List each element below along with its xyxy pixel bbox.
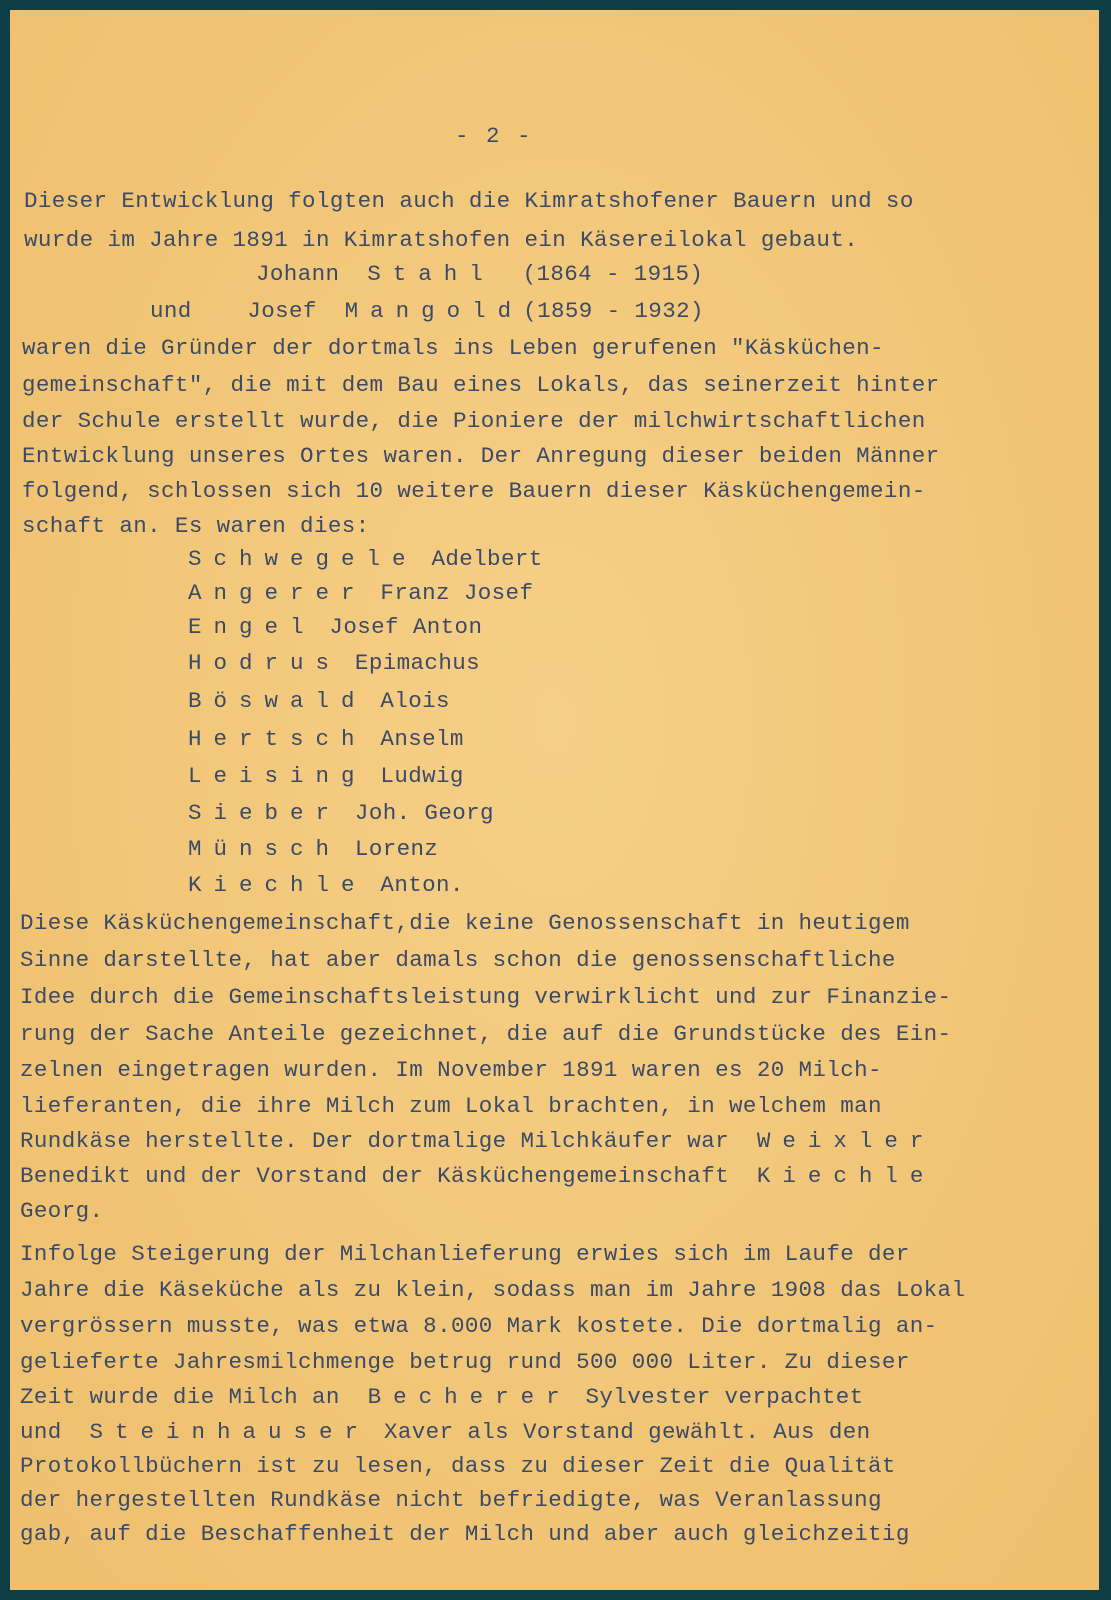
founder-1-years: (1864 - 1915): [522, 261, 704, 287]
founder-1: [256, 263, 703, 286]
para4-line: Infolge Steigerung der Milchanlieferung erwies sich im Laufe der: [20, 1241, 910, 1267]
lessee-surname: Becherer: [367, 1384, 572, 1410]
founder-2-last: Mangold: [344, 298, 524, 324]
typewritten-page: [10, 10, 1099, 1590]
member-first: Josef Anton: [329, 614, 483, 640]
para3-line: rung der Sache Anteile gezeichnet, die auf die Grundstücke des Ein-: [20, 1021, 952, 1047]
member-row: [188, 548, 543, 571]
para4-line5-text: Zeit wurde die Milch an: [20, 1384, 340, 1410]
para3-line: Georg.: [20, 1198, 104, 1224]
page-number: - 2 -: [455, 123, 533, 149]
member-first: Adelbert: [431, 546, 543, 572]
member-last: Hertsch: [188, 726, 367, 752]
para4-line: Protokollbüchern ist zu lesen, dass zu dieser Zeit die Qualität: [20, 1453, 896, 1479]
para4-line: gab, auf die Beschaffenheit der Milch und aber auch gleichzeitig: [20, 1521, 910, 1547]
founder-2: [150, 300, 704, 323]
founder-1-last: Stahl: [367, 261, 495, 287]
member-last: Hodrus: [188, 650, 342, 676]
chairman-surname: Kiechle: [756, 1163, 936, 1189]
member-last: Engel: [188, 614, 316, 640]
member-row: [188, 838, 438, 861]
member-first: Alois: [380, 688, 450, 714]
para4-line: [20, 1421, 871, 1444]
buyer-surname: Weixler: [756, 1128, 936, 1154]
para4-line5-tail: Sylvester verpachtet: [585, 1384, 864, 1410]
member-last: Angerer: [188, 580, 367, 606]
member-first: Lorenz: [354, 836, 439, 862]
para3-line: Idee durch die Gemeinschaftsleistung verwirklicht und zur Finanzie-: [20, 984, 952, 1010]
para2-line: gemeinschaft", die mit dem Bau eines Lokals, das seinerzeit hinter: [22, 372, 940, 398]
para2-line: folgend, schlossen sich 10 weitere Bauern dieser Käsküchengemein-: [22, 478, 926, 504]
member-first: Franz Josef: [380, 580, 534, 606]
member-first: Anton.: [380, 872, 464, 898]
member-first: Epimachus: [354, 650, 481, 676]
member-row: [188, 728, 464, 751]
para3-line7-text: Rundkäse herstellte. Der dortmalige Milchkäufer war: [20, 1128, 730, 1154]
para2-line: waren die Gründer der dortmals ins Leben gerufenen "Käsküchen-: [22, 335, 884, 361]
founder-connector: und: [150, 298, 192, 324]
para2-line: der Schule erstellt wurde, die Pioniere der milchwirtschaftlichen: [22, 408, 926, 434]
member-row: [188, 802, 494, 825]
member-first: Joh. Georg: [354, 800, 494, 826]
member-row: [188, 874, 464, 897]
member-row: [188, 652, 480, 675]
para1-line: wurde im Jahre 1891 in Kimratshofen ein Käsereilokal gebaut.: [24, 227, 859, 253]
member-row: [188, 690, 450, 713]
para4-line: [20, 1386, 864, 1409]
member-last: Leising: [188, 763, 367, 789]
member-first: Anselm: [380, 726, 464, 752]
page-frame: [6, 6, 1105, 1594]
para2-line: Entwicklung unseres Ortes waren. Der Anregung dieser beiden Männer: [22, 443, 940, 469]
para4-line6-tail: Xaver als Vorstand gewählt. Aus den: [383, 1419, 871, 1445]
member-last: Sieber: [188, 800, 342, 826]
member-first: Ludwig: [380, 763, 464, 789]
member-row: [188, 765, 464, 788]
chairman2-surname: Steinhauser: [89, 1419, 371, 1445]
founder-2-years: (1859 - 1932): [523, 298, 704, 324]
para1-line: Dieser Entwicklung folgten auch die Kimratshofener Bauern und so: [24, 188, 914, 214]
para4-line: vergrössern musste, was etwa 8.000 Mark kostete. Die dortmalig an-: [20, 1313, 938, 1339]
para4-line6-text: und: [20, 1419, 62, 1445]
para3-line: [20, 1165, 935, 1188]
para4-line: der hergestellten Rundkäse nicht befriedigte, was Veranlassung: [20, 1487, 882, 1513]
para4-line: gelieferte Jahresmilchmenge betrug rund 500 000 Liter. Zu dieser: [20, 1349, 910, 1375]
member-last: Böswald: [188, 688, 367, 714]
member-row: [188, 582, 533, 605]
para3-line: Sinne darstellte, hat aber damals schon die genossenschaftliche: [20, 947, 896, 973]
para2-line: schaft an. Es waren dies:: [22, 513, 370, 539]
member-row: [188, 616, 482, 639]
para3-line: Diese Käsküchengemeinschaft,die keine Genossenschaft in heutigem: [20, 910, 910, 936]
founder-2-first: Josef: [247, 298, 317, 324]
member-last: Münsch: [188, 836, 342, 862]
founder-1-first: Johann: [256, 261, 340, 287]
member-last: Kiechle: [188, 872, 367, 898]
para3-line: [20, 1130, 935, 1153]
para4-line: Jahre die Käseküche als zu klein, sodass man im Jahre 1908 das Lokal: [20, 1277, 966, 1303]
para3-line: zelnen eingetragen wurden. Im November 1891 waren es 20 Milch-: [20, 1057, 882, 1083]
para3-line8-text: Benedikt und der Vorstand der Käsküchengemeinschaft: [20, 1163, 730, 1189]
para3-line: lieferanten, die ihre Milch zum Lokal brachten, in welchem man: [20, 1093, 882, 1119]
member-last: Schwegele: [188, 546, 418, 572]
